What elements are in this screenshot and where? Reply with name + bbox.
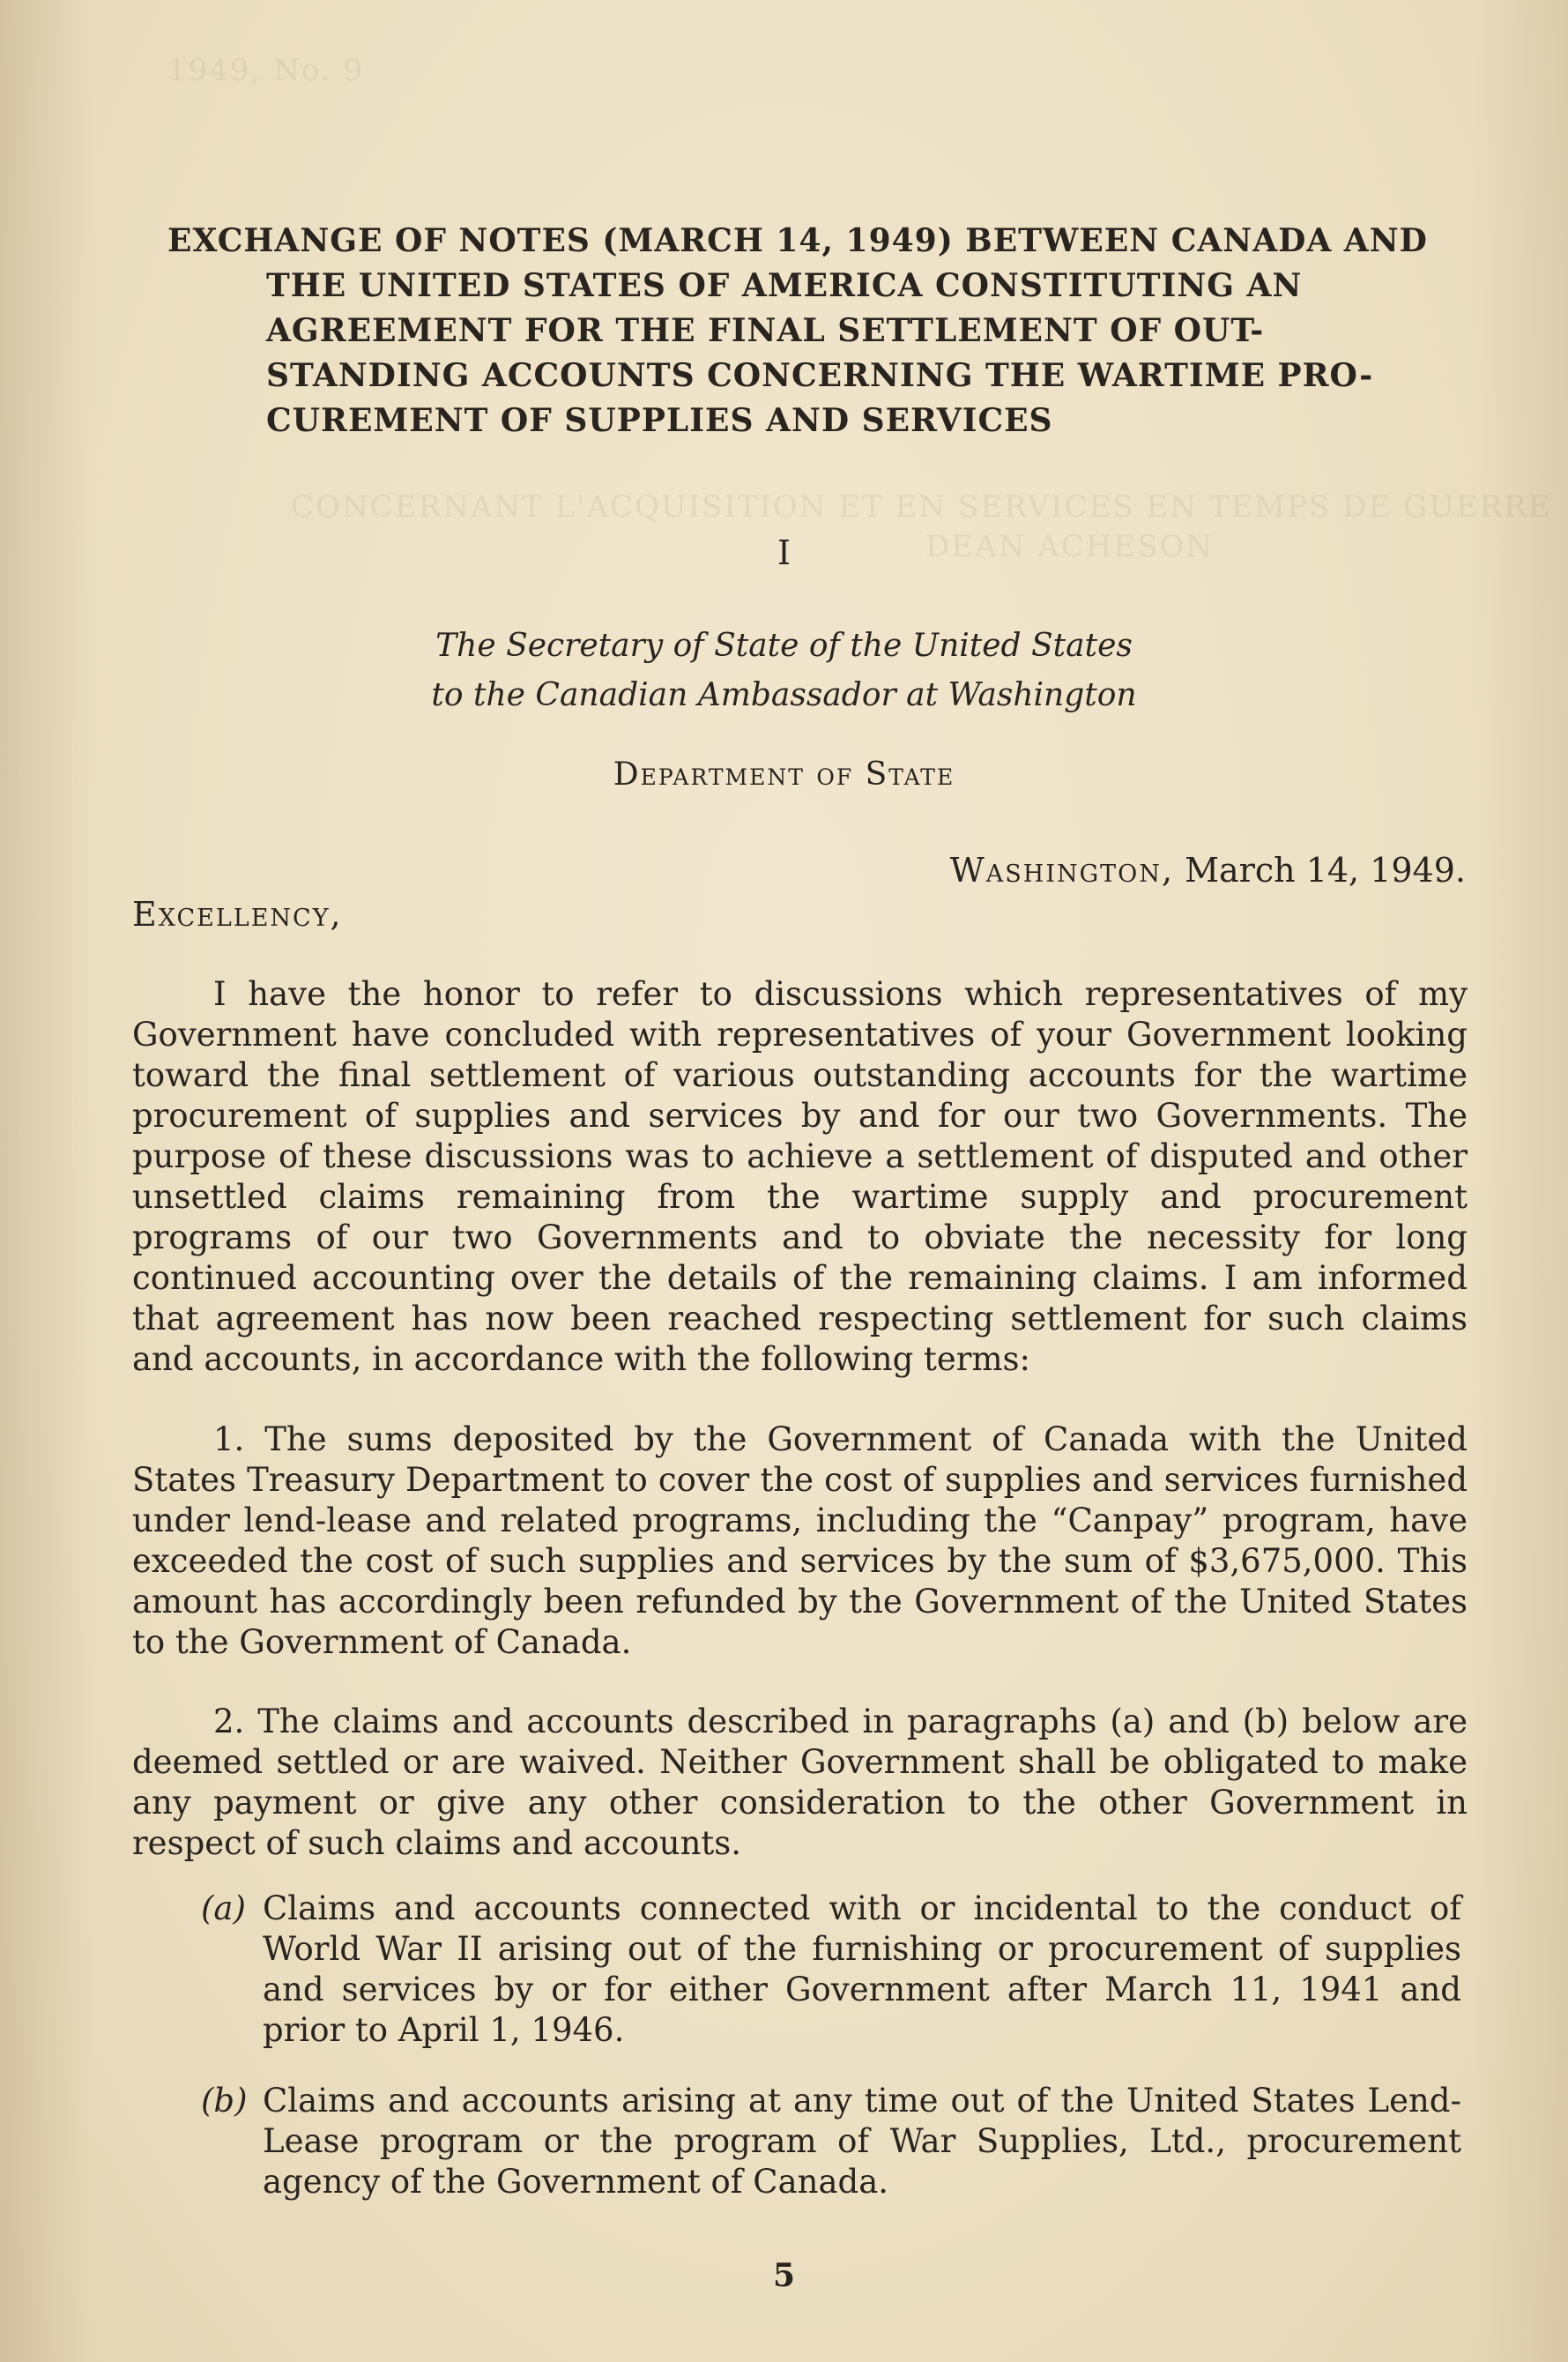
page-number: 5 [772, 2257, 796, 2294]
dateline [950, 851, 1466, 890]
title-line: EXCHANGE OF NOTES (MARCH 14, 1949) BETWEEN CANADA AND [167, 222, 1428, 259]
dateline-date: March 14, 1949. [1185, 851, 1466, 890]
section-number: I [777, 533, 791, 572]
title-line: AGREEMENT FOR THE FINAL SETTLEMENT OF OUT- [266, 312, 1265, 349]
subparagraph-b-label: (b) [201, 2082, 248, 2120]
subparagraph-b [201, 2081, 1461, 2202]
bleed-through-text: 1949, No. 9 [167, 53, 365, 88]
title-line: THE UNITED STATES OF AMERICA CONSTITUTING AN [266, 267, 1303, 304]
subparagraph-a [201, 1889, 1461, 2051]
bleed-through-text: DEAN ACHESON [925, 529, 1215, 564]
salutation: Excellency, [132, 895, 343, 934]
heading-to: to the Canadian Ambassador at Washington [431, 677, 1137, 713]
paragraph-2: 2. The claims and accounts described in paragraphs (a) and (b) below are deemed settled or are waived. Neither Government shall be obligated to make any payment or give any other consideration to the other Government in respect of such claims and accounts. [132, 1703, 1468, 1862]
title-line: STANDING ACCOUNTS CONCERNING THE WARTIME PRO- [266, 357, 1374, 394]
dateline-place: Washington, [949, 851, 1175, 890]
heading-from: The Secretary of State of the United States [435, 628, 1133, 664]
title-line: CUREMENT OF SUPPLIES AND SERVICES [266, 402, 1053, 439]
subparagraph-a-label: (a) [201, 1889, 246, 1927]
intro-paragraph: I have the honor to refer to discussions which representatives of my Government have concluded with representatives of your Government looking toward the final settlement of various outstanding accounts for the wartime procurement of supplies and services by and for our two Governments. The purpose of these discussions was to achieve a settlement of disputed and other unsettled claims remaining from the wartime supply and procurement programs of our two Governments and to obviate the necessity for long continued accounting over the details of the remaining claims. I am informed that agreement has now been reached respecting settlement for such claims and accounts, in accordance with the following terms: [132, 975, 1468, 1378]
subparagraph-b-text: Claims and accounts arising at any time out of the United States Lend-Lease program or the program of War Supplies, Ltd., procurement agency of the Government of Canada. [263, 2082, 1461, 2201]
department-line: Department of State [613, 756, 955, 793]
subparagraph-a-text: Claims and accounts connected with or incidental to the conduct of World War II arising out of the furnishing or procurement of supplies and services by or for either Government after March 11, 1941 and prior to April 1, 1946. [263, 1889, 1461, 2049]
bleed-through-text: CONCERNANT L'ACQUISITION ET EN SERVICES EN TEMPS DE GUERRE [291, 489, 1552, 525]
document-title [167, 219, 1507, 443]
paragraph-1: 1. The sums deposited by the Government of Canada with the United States Treasury Department to cover the cost of supplies and services furnished under lend-lease and related programs, including the “Canpay” program, have exceeded the cost of such supplies and services by the sum of $3,675,000. This amount has accordingly been refunded by the Government of the United States to the Government of Canada. [132, 1420, 1468, 1661]
